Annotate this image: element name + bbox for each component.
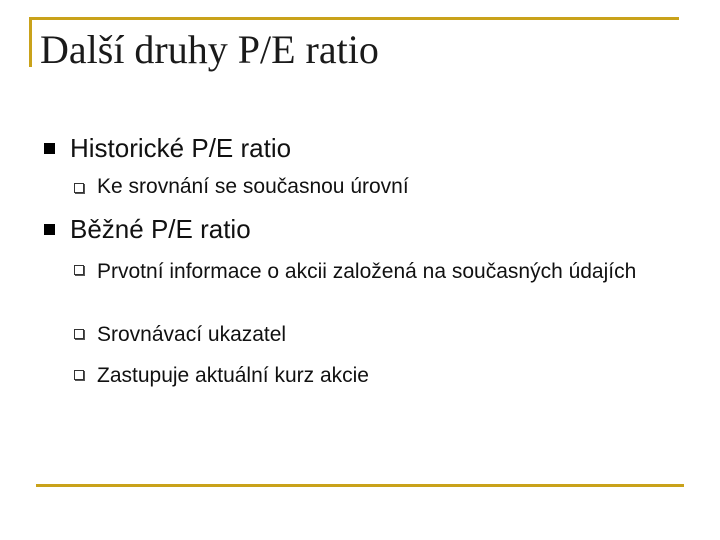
sub-list-item: Ke srovnání se současnou úrovní — [97, 175, 409, 198]
hollow-square-icon — [74, 265, 84, 275]
hollow-square-icon — [74, 370, 84, 380]
filled-square-icon — [44, 224, 55, 235]
frame-bottom-line — [36, 484, 684, 487]
list-item: Běžné P/E ratio — [70, 214, 251, 244]
hollow-square-icon — [74, 329, 84, 339]
filled-square-icon — [44, 143, 55, 154]
sub-list-item: Srovnávací ukazatel — [97, 323, 287, 346]
sub-list-item: Zastupuje aktuální kurz akcie — [97, 364, 369, 387]
list-item: Historické P/E ratio — [70, 133, 292, 163]
hollow-square-icon — [74, 183, 84, 193]
sub-list-item: Prvotní informace o akcii založená na současných údajích — [97, 260, 637, 283]
slide-title: Další druhy P/E ratio — [40, 27, 379, 72]
